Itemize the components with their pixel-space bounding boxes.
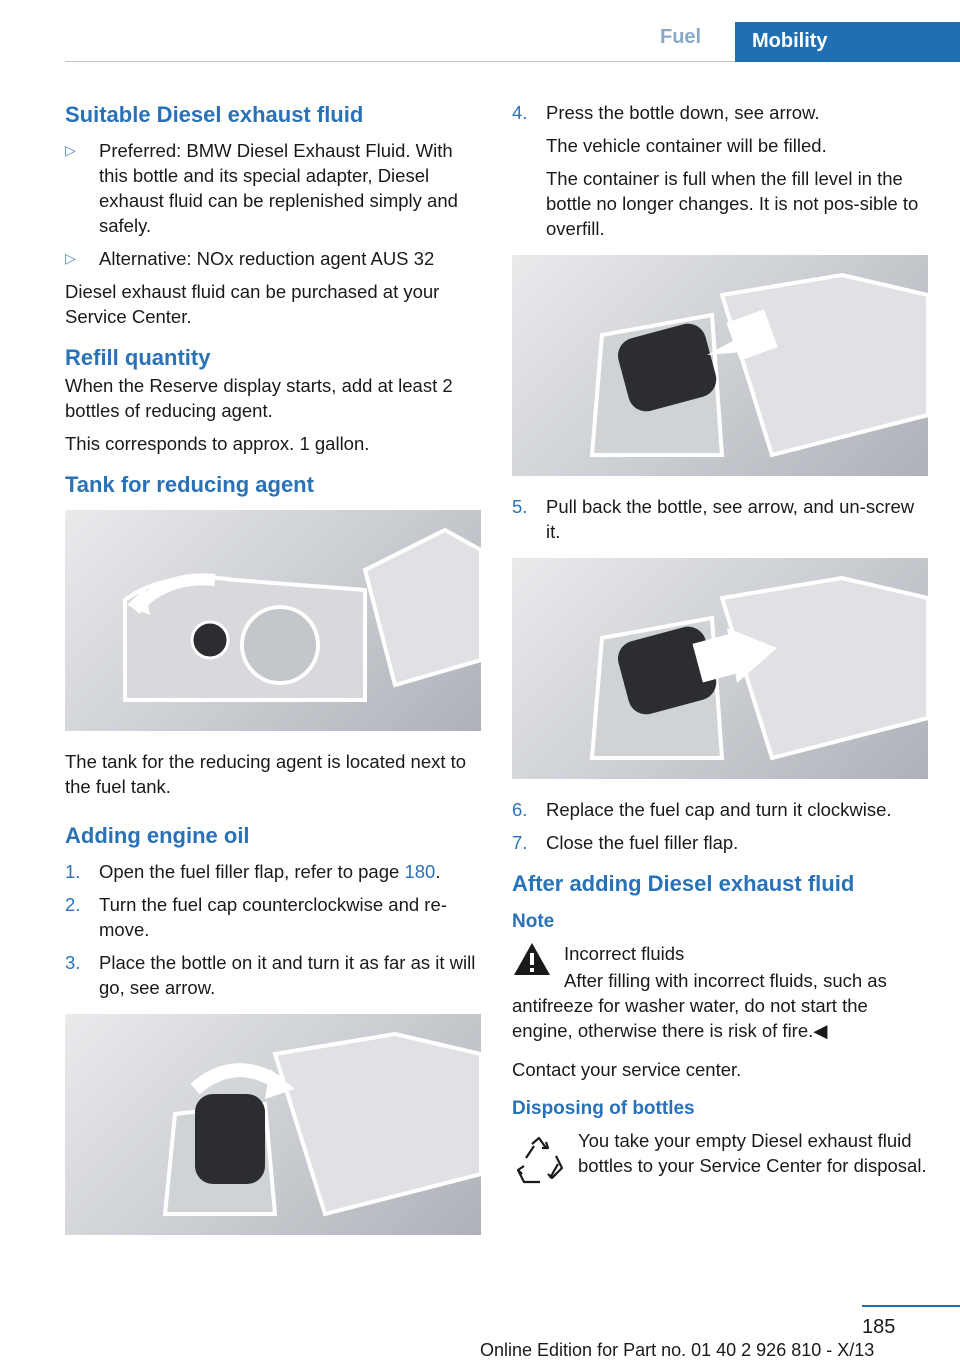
paragraph-purchase: Diesel exhaust fluid can be purchased at your Service Center. — [65, 281, 440, 327]
footer-rule — [862, 1305, 960, 1307]
recycle-block — [512, 1128, 930, 1194]
paragraph-refill-gallon: This corresponds to approx. 1 gallon. — [65, 433, 370, 454]
photo-tank-open-flap — [65, 510, 481, 731]
left-column — [65, 100, 481, 1253]
photo-bottle-press — [512, 255, 928, 476]
page-reference-link[interactable]: 180 — [404, 861, 436, 882]
tab-fuel[interactable]: Fuel — [660, 26, 702, 48]
heading-adding: Adding engine oil — [65, 823, 250, 848]
step-6: 6. Replace the fuel cap and turn it clockwise. — [512, 799, 892, 820]
paragraph-refill: When the Reserve display starts, add at least 2 bottles of reducing agent. — [65, 375, 453, 421]
right-column — [512, 100, 930, 1194]
paragraph-contact: Contact your service center. — [512, 1059, 742, 1080]
paragraph-tank-location: The tank for the reducing agent is located next to the fuel tank. — [65, 751, 467, 797]
step-7: 7. Close the fuel filler flap. — [512, 832, 739, 853]
heading-disposing: Disposing of bottles — [512, 1098, 695, 1119]
step-4: 4. Press the bottle down, see arrow. The vehicle container will be filled. The container is full when the fill level in the bottle no longer changes. It is not pos‐sible to overfill. — [512, 102, 919, 239]
list-item: ▷ Preferred: BMW Diesel Exhaust Fluid. With this bottle and its special adapter, Diesel exhaust fluid can be replenished simply and safely. — [65, 140, 458, 236]
warning-text: After filling with incorrect fluids, such as — [564, 970, 887, 991]
tab-mobility[interactable]: Mobility — [735, 22, 960, 62]
warning-block — [512, 941, 930, 993]
step-3: 3. Place the bottle on it and turn it as far as it will go, see arrow. — [65, 952, 476, 998]
bullet-triangle-icon: ▷ — [65, 142, 76, 158]
heading-after-adding: After adding Diesel exhaust fluid — [512, 871, 855, 896]
step-5: 5. Pull back the bottle, see arrow, and un‐screw it. — [512, 496, 915, 542]
warning-text-continued: antifreeze for washer water, do not start the engine, otherwise there is risk of fire.◀ — [512, 995, 868, 1041]
heading-suitable-fluid: Suitable Diesel exhaust fluid — [65, 102, 364, 127]
heading-tank: Tank for reducing agent — [65, 472, 314, 497]
list-item: ▷ Alternative: NOx reduction agent AUS 32 — [65, 248, 435, 269]
photo-bottle-turn — [65, 1014, 481, 1235]
heading-refill-quantity: Refill quantity — [65, 345, 211, 370]
heading-note: Note — [512, 911, 555, 932]
warning-title: Incorrect fluids — [564, 943, 685, 964]
step-1: 1. Open the fuel filler flap, refer to page 180. — [65, 861, 441, 882]
warning-triangle-icon — [512, 941, 564, 993]
recycle-icon — [512, 1128, 578, 1194]
page-number: 185 — [862, 1316, 896, 1338]
edition-line: Online Edition for Part no. 01 40 2 926 810 - X/13 — [480, 1340, 875, 1360]
photo-bottle-pull-back — [512, 558, 928, 779]
paragraph-disposal: You take your empty Diesel exhaust fluid bottles to your Service Center for disposal. — [578, 1130, 927, 1176]
step-2: 2. Turn the fuel cap counterclockwise and re‐move. — [65, 894, 447, 940]
bullet-triangle-icon: ▷ — [65, 250, 76, 266]
